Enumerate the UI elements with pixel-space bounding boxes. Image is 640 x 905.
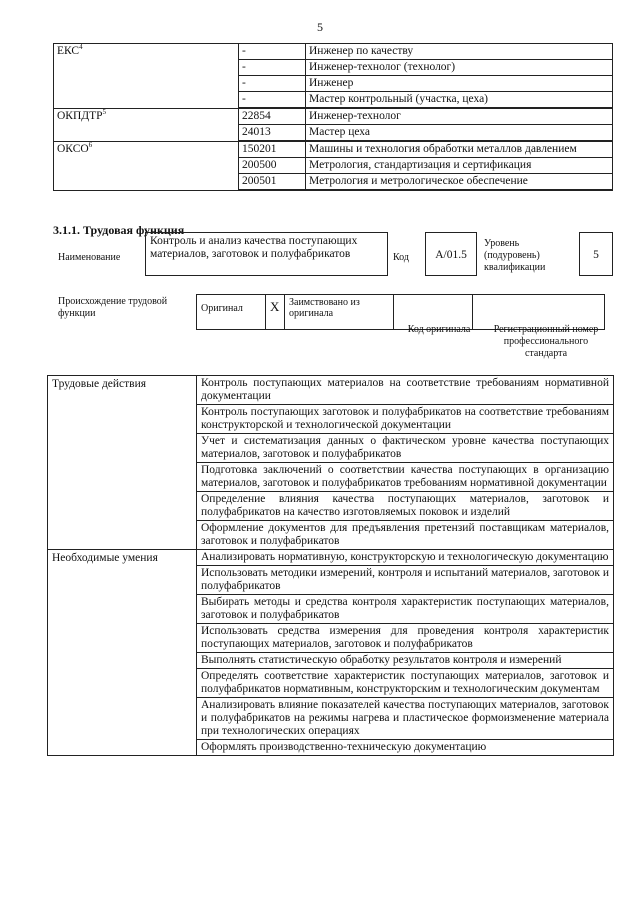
list-item: Использовать методики измерений, контроля и испытаний материалов, заготовок и полуфабрикатов — [197, 566, 614, 595]
classifier-row — [54, 141, 613, 158]
footnote-mark: 5 — [102, 107, 107, 116]
origin-label: Происхождение трудовой функции — [58, 296, 168, 319]
list-item: Оформлять производственно-техническую документацию — [197, 740, 614, 756]
function-name-field: Контроль и анализ качества поступающих материалов, заготовок и полуфабрикатов — [145, 232, 388, 276]
classifier-code: 22854 — [239, 108, 306, 125]
list-item: Выполнять статистическую обработку результатов контроля и измерений — [197, 653, 614, 669]
classifier-title: Мастер цеха — [306, 125, 613, 142]
classifier-row — [54, 108, 613, 125]
level-label: Уровень (подуровень) квалификации — [484, 238, 546, 273]
page-number: 5 — [317, 20, 323, 34]
classifier-code: 200500 — [239, 158, 306, 174]
classifier-title: Инженер — [306, 76, 613, 92]
classifier-title: Инженер по качеству — [306, 44, 613, 60]
classifier-name — [54, 108, 239, 141]
classifier-title: Машины и технология обработки металлов давлением — [306, 141, 613, 158]
classifier-name-text: ОКСО — [57, 142, 89, 155]
row-heading: Трудовые действия — [48, 376, 197, 550]
list-item: Определять соответствие характеристик поступающих материалов, заготовок и полуфабрикатов нормативным, конструкторским и технологическим документам — [197, 669, 614, 698]
list-item: Использовать средства измерения для проведения контроля характеристик поступающих материалов, заготовок и полуфабрикатов — [197, 624, 614, 653]
classifier-code: - — [239, 44, 306, 60]
classifier-title: Инженер-технолог (технолог) — [306, 60, 613, 76]
table-row — [48, 550, 614, 566]
classifier-title: Мастер контрольный (участка, цеха) — [306, 92, 613, 109]
list-item: Контроль поступающих заготовок и полуфабрикатов на соответствие требованиям конструкторской и технологической документации — [197, 405, 614, 434]
classifier-table — [53, 43, 613, 191]
list-item: Определение влияния качества поступающих материалов, заготовок и полуфабрикатов на качество изготовляемых поковок и изделий — [197, 492, 614, 521]
classifier-name — [54, 141, 239, 190]
classifier-code: 150201 — [239, 141, 306, 158]
list-item: Подготовка заключений о соответствии качества поступающих в организацию материалов, заготовок и полуфабрикатов требованиям нормативной документации — [197, 463, 614, 492]
classifier-title: Метрология и метрологическое обеспечение — [306, 174, 613, 191]
row-heading: Необходимые умения — [48, 550, 197, 756]
list-item: Выбирать методы и средства контроля характеристик поступающих материалов, заготовок и полуфабрикатов — [197, 595, 614, 624]
function-code-field: A/01.5 — [425, 232, 477, 276]
footnote-mark: 4 — [79, 43, 83, 52]
classifier-name — [54, 44, 239, 109]
footnote-mark: 6 — [88, 140, 93, 149]
reg-caption: Регистрационный номер профессионального стандарта — [493, 324, 599, 359]
section-title: 3.1.1. Трудовая функция — [53, 223, 185, 237]
original-mark: X — [266, 295, 285, 330]
list-item: Оформление документов для предъявления претензий поставщикам материалов, заготовок и полуфабрикатов — [197, 521, 614, 550]
list-item: Анализировать влияние показателей качества поступающих материалов, заготовок и полуфабрикатов на режимы нагрева и пластическое формоизменение материала при технологических операциях — [197, 698, 614, 740]
borrowed-cell: Заимствовано из оригинала — [285, 295, 394, 330]
qualification-level-field: 5 — [579, 232, 613, 276]
classifier-row — [54, 44, 613, 60]
table-row — [48, 376, 614, 405]
classifier-name-text: ОКПДТР — [57, 109, 103, 122]
code-caption: Код оригинала — [407, 324, 471, 335]
classifier-code: - — [239, 92, 306, 109]
list-item: Учет и систематизация данных о фактическом уровне качества поступающих материалов, заготовок и полуфабрикатов — [197, 434, 614, 463]
code-label: Код — [393, 252, 409, 263]
list-item: Анализировать нормативную, конструкторскую и технологическую документацию — [197, 550, 614, 566]
classifier-code: 200501 — [239, 174, 306, 191]
name-label: Наименование — [58, 252, 121, 263]
original-cell: Оригинал — [197, 295, 266, 330]
classifier-title: Инженер-технолог — [306, 108, 613, 125]
list-item: Контроль поступающих материалов на соответствие требованиям нормативной документации — [197, 376, 614, 405]
function-content-table — [47, 375, 614, 756]
classifier-code: - — [239, 76, 306, 92]
classifier-code: - — [239, 60, 306, 76]
classifier-name-text: ЕКС — [57, 45, 80, 57]
classifier-title: Метрология, стандартизация и сертификация — [306, 158, 613, 174]
classifier-code: 24013 — [239, 125, 306, 142]
